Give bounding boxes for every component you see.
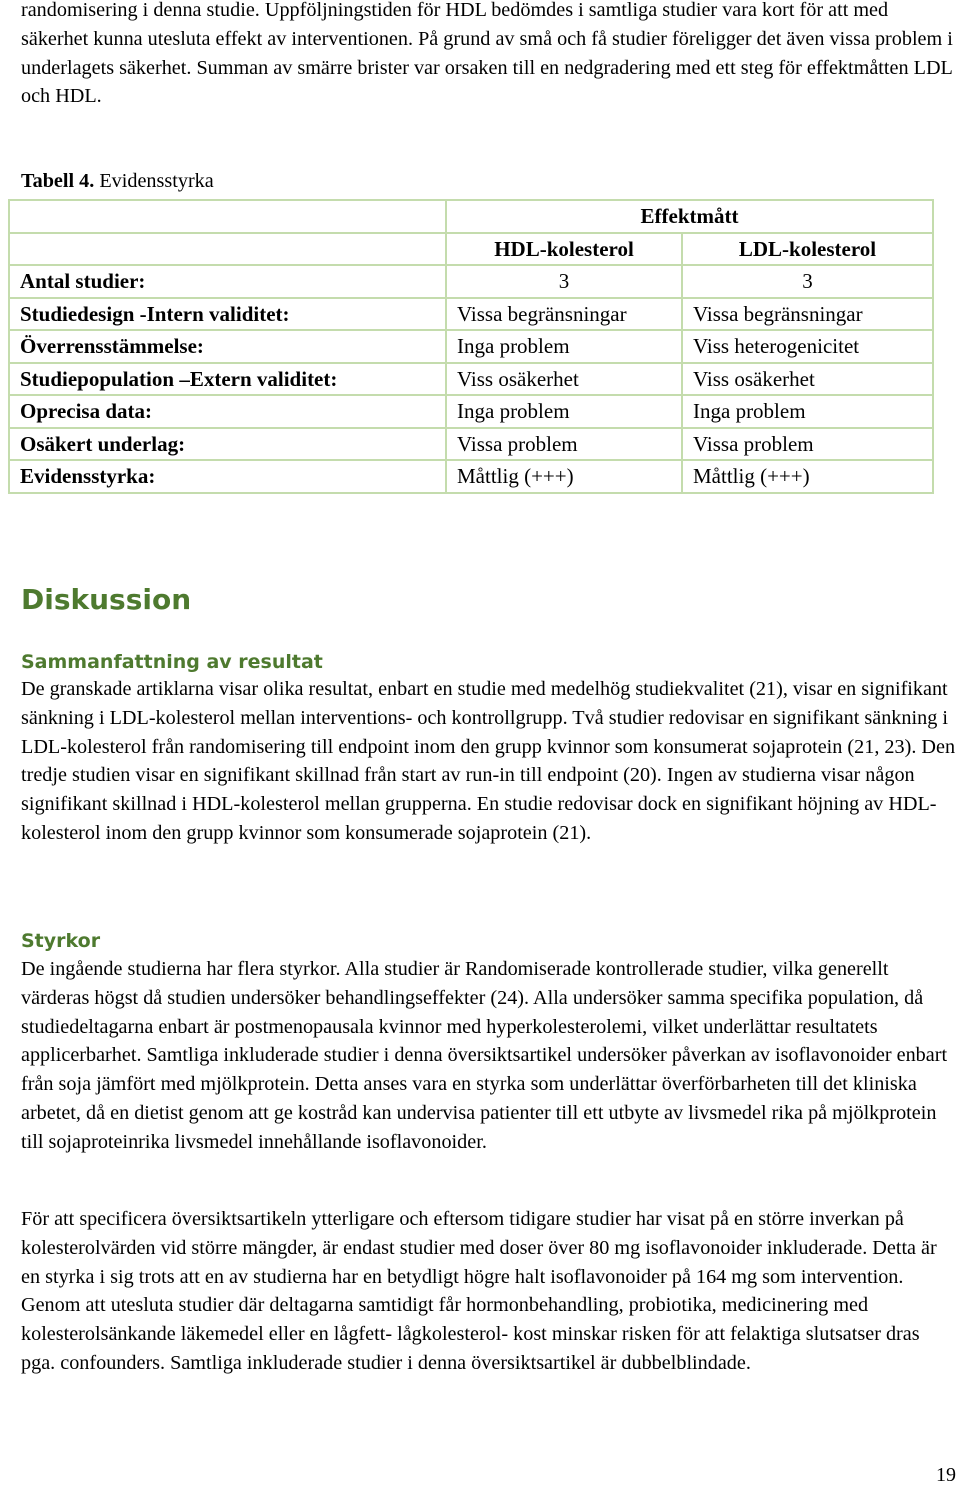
row-label: Evidensstyrka: xyxy=(9,460,446,493)
table-corner-cell xyxy=(9,233,446,266)
cell-hdl: Vissa problem xyxy=(446,428,682,461)
table-row xyxy=(9,428,933,461)
table-row xyxy=(9,363,933,396)
intro-paragraph: randomisering i denna studie. Uppföljningstiden för HDL bedömdes i samtliga studier vara kort för att med säkerhet kunna utesluta effekt av interventionen. På grund av små och få studier föreligger det även vissa problem i underlagets säkerhet. Summan av smärre brister var orsaken till en nedgradering med ett steg för effektmåtten LDL och HDL. xyxy=(21,0,953,108)
row-label: Osäkert underlag: xyxy=(9,428,446,461)
table-row xyxy=(9,395,933,428)
row-label: Överrensstämmelse: xyxy=(9,330,446,363)
cell-hdl: Inga problem xyxy=(446,330,682,363)
evidence-table xyxy=(8,199,934,494)
table-caption-label: Tabell 4. xyxy=(21,170,95,192)
column-header-hdl: HDL-kolesterol xyxy=(446,233,682,266)
cell-ldl: Viss osäkerhet xyxy=(682,363,933,396)
cell-hdl: Viss osäkerhet xyxy=(446,363,682,396)
strengths-paragraph-1: De ingående studierna har flera styrkor. Alla studier är Randomiserade kontrollerade studier, vilka generellt värderas högst då studien undersöker behandlingseffekter (24). Alla undersöker samma specifika population, då studiedeltagarna enbart är postmenopausala kvinnor med hyperkolesterolemi, vilket underlättar resultatets applicerbarhet. Samtliga inkluderade studier i denna översiktsartikel undersöker påverkan av isoflavonoider enbart från soja jämfört med mjölkprotein. Detta anses vara en styrka som underlättar överförbarheten till det kliniska arbetet, då en dietist genom att ge kostråd kan undervisa patienter till ett utbyte av livsmedel rika på mjölkprotein till sojaproteinrika livsmedel innehållande isoflavonoider. xyxy=(21,958,948,1153)
section-heading-discussion: Diskussion xyxy=(21,583,192,616)
subheading-summary: Sammanfattning av resultat xyxy=(21,651,323,673)
cell-ldl: Viss heterogenicitet xyxy=(682,330,933,363)
cell-ldl: Måttlig (+++) xyxy=(682,460,933,493)
row-label: Antal studier: xyxy=(9,265,446,298)
row-label: Oprecisa data: xyxy=(9,395,446,428)
page-number: 19 xyxy=(936,1464,956,1486)
table-row xyxy=(9,298,933,331)
subheading-strengths: Styrkor xyxy=(21,930,101,952)
summary-paragraph: De granskade artiklarna visar olika resultat, enbart en studie med medelhög studiekvalitet (21), visar en signifikant sänkning i LDL-kolesterol mellan interventions- och kontrollgrupp. Två studier redovisar en signifikant sänkning i LDL-kolesterol från randomisering till endpoint inom den grupp kvinnor som konsumerat sojaprotein (21, 23). Den tredje studien visar en signifikant skillnad från start av run-in till endpoint (20). Ingen av studierna visar någon signifikant skillnad i HDL-kolesterol mellan grupperna. En studie redovisar dock en signifikant höjning av HDL-kolesterol inom den grupp kvinnor som konsumerade sojaprotein (21). xyxy=(21,678,956,844)
row-label: Studiepopulation –Extern validitet: xyxy=(9,363,446,396)
cell-ldl: Vissa problem xyxy=(682,428,933,461)
table-corner-cell xyxy=(9,200,446,233)
cell-hdl: 3 xyxy=(446,265,682,298)
cell-hdl: Inga problem xyxy=(446,395,682,428)
column-header-ldl: LDL-kolesterol xyxy=(682,233,933,266)
table-row xyxy=(9,265,933,298)
cell-hdl: Måttlig (+++) xyxy=(446,460,682,493)
cell-ldl: 3 xyxy=(682,265,933,298)
table-row xyxy=(9,460,933,493)
table-header-row xyxy=(9,200,933,233)
row-label: Studiedesign -Intern validitet: xyxy=(9,298,446,331)
cell-hdl: Vissa begränsningar xyxy=(446,298,682,331)
group-header: Effektmått xyxy=(446,200,933,233)
strengths-paragraph-2: För att specificera översiktsartikeln ytterligare och eftersom tidigare studier har visat på en större inverkan på kolesterolvärden vid större mängder, är endast studier med doser över 80 mg isoflavonoider inkluderade. Detta är en styrka i sig trots att en av studierna har en betydligt högre halt isoflavonoider på 164 mg som intervention. Genom att utesluta studier där deltagarna samtidigt får hormonbehandling, probiotika, medicinering med kolesterolsänkande läkemedel eller en lågfett- lågkolesterol- kost minskar risken för att felaktiga slutsatser dras pga. confounders. Samtliga inkluderade studier i denna översiktsartikel är dubbelblindade. xyxy=(21,1208,937,1374)
cell-ldl: Vissa begränsningar xyxy=(682,298,933,331)
table-caption-text: Evidensstyrka xyxy=(94,170,214,192)
cell-ldl: Inga problem xyxy=(682,395,933,428)
table-row xyxy=(9,330,933,363)
table-caption xyxy=(21,166,214,196)
table-column-row xyxy=(9,233,933,266)
